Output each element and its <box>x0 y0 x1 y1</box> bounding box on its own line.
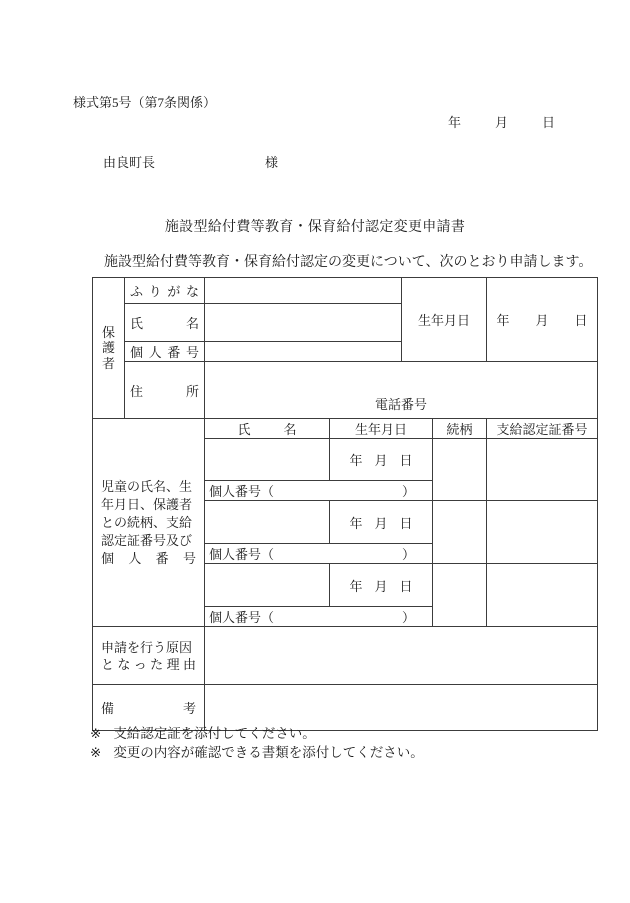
guardian-birthdate-label-cell: 生年月日 <box>402 278 487 362</box>
declaration-text: 施設型給付費等教育・保育給付認定の変更について、次のとおり申請します。 <box>104 255 593 270</box>
reason-label-cell: 申請を行う原因 と な っ た 理 由 <box>93 627 205 685</box>
note-text: 変更の内容が確認できる書類を添付してください。 <box>113 745 424 760</box>
date-month-placeholder: 月 <box>495 115 509 130</box>
child-3-personal-number-cell: 個人番号（ ） <box>205 607 433 627</box>
addressee-line <box>103 152 278 171</box>
child-2-relation-cell <box>433 501 487 564</box>
note-marker: ※ <box>90 726 102 741</box>
date-line <box>448 112 555 131</box>
guardian-furigana-value-cell <box>205 278 402 304</box>
form-number: 様式第5号（第7条関係） <box>73 95 217 110</box>
note-attach-documents <box>90 743 424 762</box>
addressee-honorific: 様 <box>265 155 279 170</box>
guardian-name-label-cell: 氏 名 <box>125 304 205 342</box>
guardian-label-char: 護 <box>101 340 115 356</box>
child-3-birthdate-cell: 年 月 日 <box>330 564 433 607</box>
guardian-address-value-cell <box>205 362 598 419</box>
date-year-placeholder: 年 <box>448 115 462 130</box>
children-section-header-cell: 児童の氏名、生 年月日、保護者 との続柄、支給 認定証番号及び 個 人 番 号 <box>93 419 205 627</box>
guardian-birthdate-value-cell: 年 月 日 <box>487 278 598 362</box>
guardian-name-value-cell <box>205 304 402 342</box>
child-1-personal-number-cell: 個人番号（ ） <box>205 481 433 501</box>
child-3-relation-cell <box>433 564 487 627</box>
phone-number-label: 電話番号 <box>375 397 428 412</box>
guardian-address-label-cell: 住 所 <box>125 362 205 419</box>
children-certificate-header-cell: 支給認定証番号 <box>487 419 598 439</box>
children-name-header-cell: 氏 名 <box>205 419 330 439</box>
child-2-name-cell <box>205 501 330 544</box>
child-1-certificate-cell <box>487 439 598 501</box>
child-1-name-cell <box>205 439 330 481</box>
date-day-placeholder: 日 <box>542 115 556 130</box>
application-form-table <box>92 277 598 731</box>
addressee: 由良町長 <box>103 155 156 170</box>
child-1-relation-cell <box>433 439 487 501</box>
note-marker: ※ <box>90 745 102 760</box>
guardian-label-char: 保 <box>101 324 115 340</box>
child-1-birthdate-cell: 年 月 日 <box>330 439 433 481</box>
guardian-section-header-cell <box>93 278 125 419</box>
footer-notes <box>90 724 424 762</box>
child-2-personal-number-cell: 個人番号（ ） <box>205 544 433 564</box>
children-relation-header-cell: 続柄 <box>433 419 487 439</box>
child-2-birthdate-cell: 年 月 日 <box>330 501 433 544</box>
children-birthdate-header-cell: 生年月日 <box>330 419 433 439</box>
child-3-name-cell <box>205 564 330 607</box>
document-title: 施設型給付費等教育・保育給付認定変更申請書 <box>164 220 466 235</box>
child-3-certificate-cell <box>487 564 598 627</box>
guardian-personal-number-label-cell: 個 人 番 号 <box>125 342 205 362</box>
remarks-label-cell: 備 考 <box>93 685 205 731</box>
guardian-furigana-label-cell: ふ り が な <box>125 278 205 304</box>
note-attach-certificate <box>90 724 424 743</box>
child-2-certificate-cell <box>487 501 598 564</box>
guardian-label-char: 者 <box>101 355 115 371</box>
reason-value-cell <box>205 627 598 685</box>
note-text: 支給認定証を添付してください。 <box>113 726 316 741</box>
guardian-personal-number-value-cell <box>205 342 402 362</box>
